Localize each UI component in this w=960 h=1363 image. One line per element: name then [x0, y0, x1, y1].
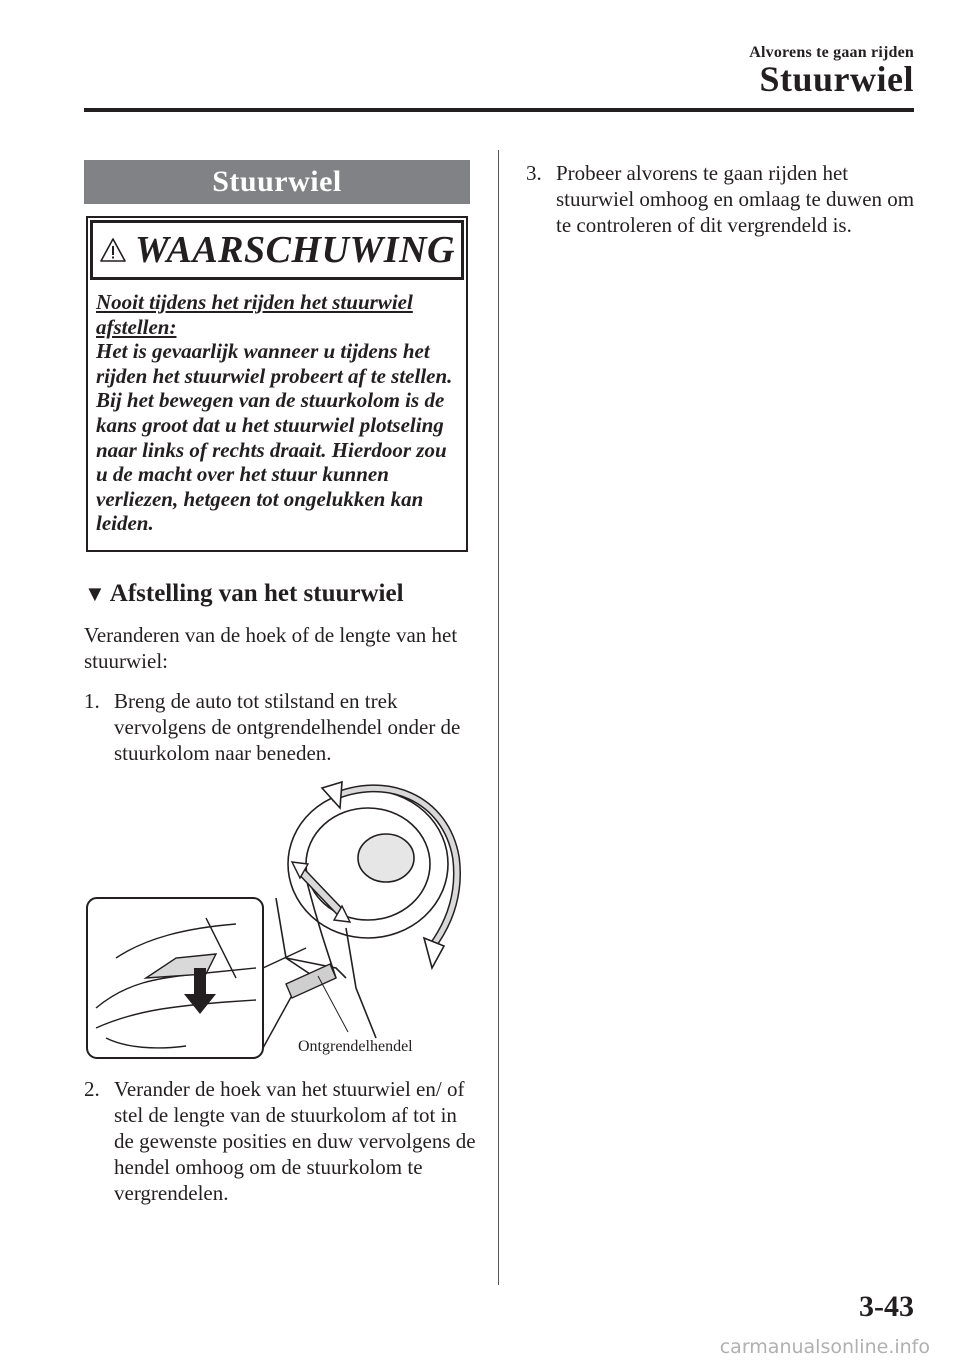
warning-body: Het is gevaarlijk wanneer u tijdens het rijden het stuurwiel probeert af te stellen. Bij het bewegen van de stuurkolom is de kans groot dat u het stuurwiel plotseling naar links of rechts draait. Hierdoor zou u de macht over het stuur kunnen verliezen, hetgeen tot ongelukken kan leiden.	[96, 339, 453, 536]
step-number: 1.	[84, 689, 100, 713]
subheading-text: Afstelling van het stuurwiel	[109, 580, 404, 607]
step-number: 3.	[526, 161, 542, 185]
label-leader-line	[318, 976, 348, 1032]
inset-frame	[87, 898, 263, 1058]
section-banner: Stuurwiel	[84, 160, 470, 204]
subheading	[84, 580, 404, 608]
release-lever-shape	[286, 964, 336, 998]
step-3	[526, 160, 916, 238]
tilt-up-arrow-icon	[322, 782, 342, 808]
warning-text	[96, 290, 460, 536]
warning-triangle-icon	[99, 237, 127, 263]
section-title: Stuurwiel	[759, 59, 914, 99]
step-2	[84, 1076, 478, 1206]
warning-heading: Nooit tijdens het rijden het stuurwiel afstellen:	[96, 290, 413, 339]
figure-label: Ontgrendelhendel	[298, 1038, 413, 1055]
triangle-down-icon: ▼	[84, 581, 106, 606]
tilt-down-arrow-icon	[424, 938, 444, 968]
step-1	[84, 688, 474, 766]
steering-adjustment-figure	[86, 778, 462, 1060]
step-number: 2.	[84, 1077, 100, 1101]
step-text: Breng de auto tot stilstand en trek vervolgens de ontgrendelhendel onder de stuurkolom naar beneden.	[114, 689, 461, 765]
page-number: 3-43	[859, 1290, 914, 1323]
header-rule	[84, 108, 914, 112]
chapter-title: Alvorens te gaan rijden	[749, 44, 914, 61]
column-divider	[498, 150, 499, 1285]
warning-title: WAARSCHUWING	[135, 229, 455, 271]
steering-wheel-drawing	[276, 790, 448, 1038]
step-text: Verander de hoek van het stuurwiel en/ of stel de lengte van de stuurkolom af tot in de gewenste posities en duw vervolgens de hendel omhoog om de stuurkolom te vergrendelen.	[114, 1077, 476, 1205]
step-text: Probeer alvorens te gaan rijden het stuurwiel omhoog en omlaag te duwen om te controleren of dit vergrendeld is.	[556, 161, 915, 237]
warning-box	[86, 216, 468, 552]
watermark: carmanualsonline.info	[719, 1336, 930, 1358]
warning-title-bar	[90, 220, 464, 280]
intro-paragraph: Veranderen van de hoek of de lengte van het stuurwiel:	[84, 623, 458, 673]
